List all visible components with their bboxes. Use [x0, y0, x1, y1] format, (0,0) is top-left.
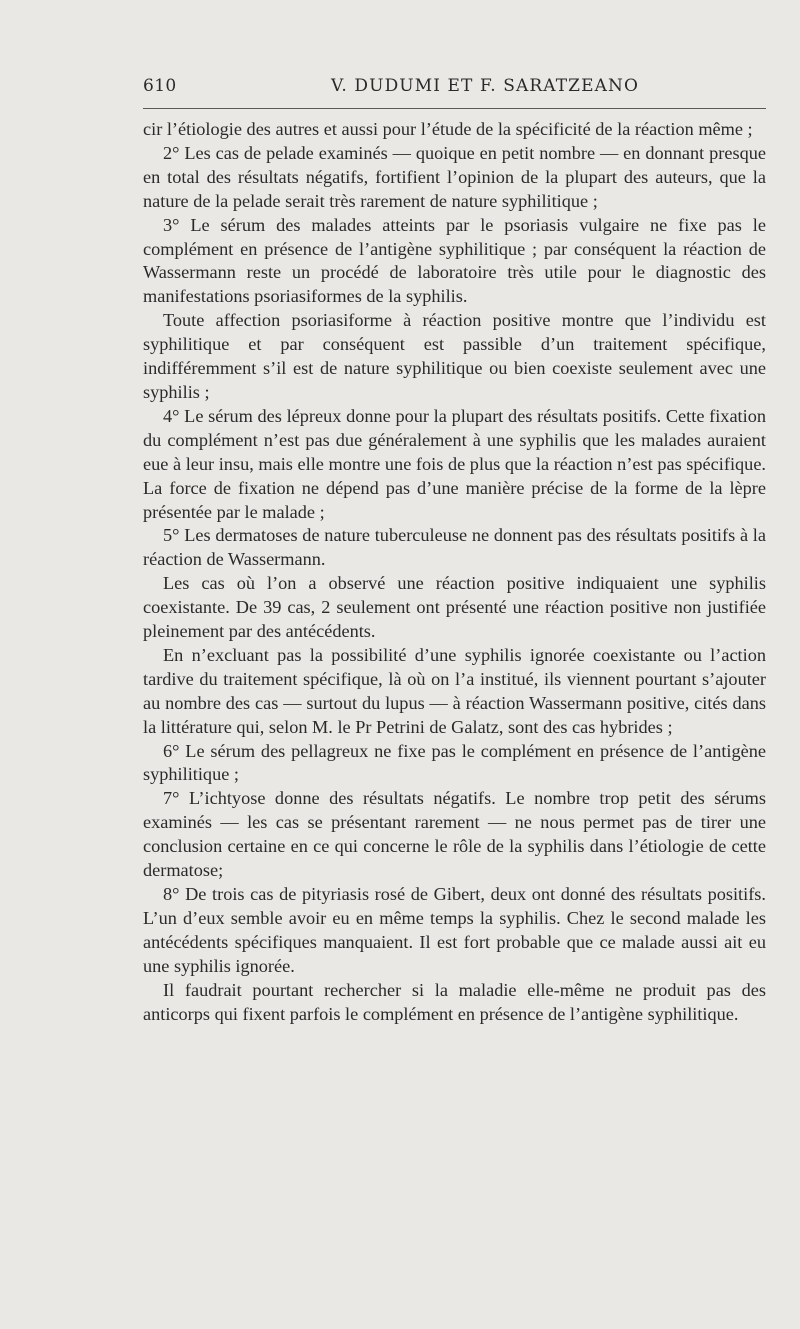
header-rule [143, 108, 766, 109]
body-text [143, 118, 766, 1026]
paragraph: Il faudrait pourtant rechercher si la maladie elle-même ne produit pas des anticorps qui fixent parfois le complément en présence de l’antigène syphilitique. [143, 979, 766, 1024]
paragraph: Les cas où l’on a observé une réaction positive indiquaient une syphilis coexistante. De 39 cas, 2 seulement ont présenté une réaction positive non justifiée pleinement par des antécédents. [143, 573, 766, 642]
page-header [143, 76, 760, 102]
paragraph: 7° L’ichtyose donne des résultats négatifs. Le nombre trop petit des sérums examinés — les cas se présentant rarement — ne nous permet pas de tirer une conclusion certaine en ce qui concerne le rôle de la syphilis dans l’étiologie de cette dermatose; [143, 788, 766, 881]
paragraph: Toute affection psoriasiforme à réaction positive montre que l’individu est syphilitique et par conséquent est passible d’un traitement spécifique, indifféremment s’il est de nature syphilitique ou bien coexiste seulement avec une syphilis ; [143, 310, 766, 402]
paragraph: 6° Le sérum des pellagreux ne fixe pas le complément en présence de l’antigène syphilitique ; [143, 740, 766, 785]
paragraph: 2° Les cas de pelade examinés — quoique en petit nombre — en donnant presque en total des résultats négatifs, fortifient l’opinion de la plupart des auteurs, que la nature de la pelade serait très rarement de nature syphilitique ; [143, 142, 766, 211]
running-title: V. DUDUMI ET F. SARATZEANO [331, 76, 639, 96]
paragraph: 3° Le sérum des malades atteints par le psoriasis vulgaire ne fixe pas le complément en présence de l’antigène syphilitique ; par conséquent la réaction de Wassermann reste un procédé de laboratoire très utile pour le diagnostic des manifestations psoriasiformes de la syphilis. [143, 214, 766, 307]
paragraph: 4° Le sérum des lépreux donne pour la plupart des résultats positifs. Cette fixation du complément n’est pas due généralement à une syphilis que les malades auraient eue à leur insu, mais elle montre une fois de plus que la réaction n’est pas spécifique. La force de fixation ne dépend pas d’une manière précise de la forme de la lèpre présentée par le malade ; [143, 405, 766, 522]
paragraph: En n’excluant pas la possibilité d’une syphilis ignorée coexistante ou l’action tardive du traitement spécifique, là où on l’a institué, ils viennent pourtant s’ajouter au nombre des cas — surtout du lupus — à réaction Wassermann positive, cités dans la littérature qui, selon M. le Pr Petrini de Galatz, sont des cas hybrides ; [143, 644, 766, 737]
paragraph: 8° De trois cas de pityriasis rosé de Gibert, deux ont donné des résultats positifs. L’un d’eux semble avoir eu en même temps la syphilis. Chez le second malade les antécédents spécifiques manquaient. Il est fort probable que ce malade aussi ait eu une syphilis ignorée. [143, 884, 766, 976]
paragraph: cir l’étiologie des autres et aussi pour l’étude de la spécificité de la réaction même ; [143, 119, 753, 139]
page-number: 610 [143, 76, 177, 96]
paragraph: 5° Les dermatoses de nature tuberculeuse ne donnent pas des résultats positifs à la réaction de Wassermann. [143, 525, 766, 570]
